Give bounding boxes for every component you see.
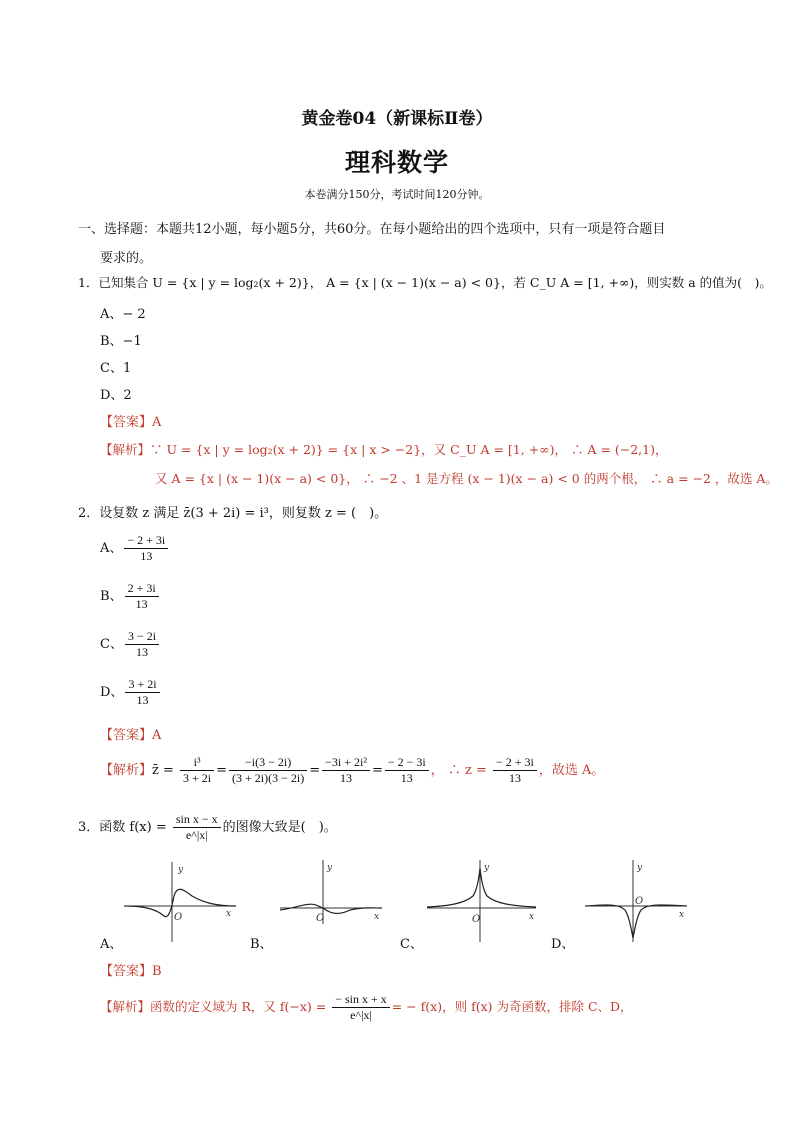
y-axis-label: y <box>178 865 184 875</box>
q1-analysis-line2: 又 A = {x | (x − 1)(x − a) < 0}， ∴ −2 、1 是方程 (x − 1)(x − a) < 0 的两个根， ∴ a = −2 ，故选 A。 <box>155 471 778 486</box>
q1-answer <box>100 411 161 430</box>
svg-text:x: x <box>529 912 535 922</box>
q1-option-c: C、1 <box>100 361 132 376</box>
svg-text:x: x <box>679 910 685 920</box>
subject-title: 理科数学 <box>344 148 449 177</box>
q3-option-c-label: C、 <box>400 937 423 952</box>
graph-d[interactable] <box>583 858 691 944</box>
q1-option-d: D、2 <box>100 388 132 403</box>
analysis-label: 【解析】 <box>100 442 151 457</box>
paper-title: 黄金卷04（新课标Ⅱ卷） <box>301 109 493 129</box>
q3-stem: 3．函数 f(x) = $\frac{\text{sin x − x}}{e\^{}|x|}$ 的图像大致是( )。 <box>78 812 337 842</box>
answer-value: A <box>152 415 162 430</box>
exam-meta: 本卷满分150分，考试时间120分钟。 <box>304 188 490 201</box>
q3-analysis: 【解析】函数的定义域为 R，又 f(−x) = $\frac{\text{− sin x + x}}{e\^{}|x|}$ = − f(x)，则 f(x) 为奇函数，排除 C、D， <box>100 992 633 1022</box>
q3-answer: 【答案】B <box>100 964 162 979</box>
svg-text:O: O <box>316 913 325 924</box>
svg-text:O: O <box>635 896 644 907</box>
q1-analysis-line1 <box>100 440 667 458</box>
q1-option-a: A、− 2 <box>100 307 146 322</box>
q3-option-a-label: A、 <box>100 937 123 952</box>
graph-b[interactable] <box>278 858 386 926</box>
q1-option-b: B、−1 <box>100 334 142 349</box>
x-axis-label: x <box>226 909 232 919</box>
origin-label: O <box>174 912 183 923</box>
q2-answer: 【答案】A <box>100 728 162 743</box>
svg-text:x: x <box>374 912 380 922</box>
graph-a[interactable] <box>122 858 240 944</box>
q2-option-d: D、 $\frac{3 + 2i}{13}$ <box>100 677 162 708</box>
answer-label: 【答案】 <box>100 415 153 430</box>
svg-text:y: y <box>637 863 643 873</box>
q3-option-b-label: B、 <box>250 937 273 952</box>
graph-c[interactable] <box>425 858 540 944</box>
section-heading-line2: 要求的。 <box>100 251 153 266</box>
q1-stem: 1．已知集合 U = {x | y = log₂(x + 2)}， A = {x | (x − 1)(x − a) < 0}，若 C_U A = [1, +∞)，则实数 a 的值为( )。 <box>78 275 772 290</box>
q3-option-d-label: D、 <box>551 937 575 952</box>
section-heading-line1: 一、选择题：本题共12小题，每小题5分，共60分。在每小题给出的四个选项中，只有一项是符合题目 <box>78 222 666 237</box>
q2-stem: 2．设复数 z 满足 z̄(3 + 2i) = i³，则复数 z = ( )。 <box>78 506 388 521</box>
q2-option-c: C、 $\frac{3 - 2i}{13}$ <box>100 629 161 660</box>
q2-option-b: B、 $\frac{2 + 3i}{13}$ <box>100 581 161 612</box>
svg-text:y: y <box>484 863 490 873</box>
q2-analysis: 【解析】z̄ = $\frac{\text{i³}}{3 + 2i}$ = $\frac{-i(3 - 2i)}{(3 + 2i)(3 - 2i)}$ = $\frac{\text{−3i + 2i²}}{13}$ = $\frac{- 2 - 3i}{13}$ ， ∴ z = $\frac{- 2 + 3i}{13}$ ，故选 A。 <box>100 755 605 785</box>
svg-text:O: O <box>472 914 481 925</box>
analysis-text: ∵ U = {x | y = log₂(x + 2)} = {x | x > −2}，又 C_U A = [1, +∞)， ∴ A = (−2,1)， <box>150 442 668 457</box>
svg-text:y: y <box>327 863 333 873</box>
q2-option-a: A、 $\frac{- 2 + 3i}{13}$ <box>100 533 170 564</box>
